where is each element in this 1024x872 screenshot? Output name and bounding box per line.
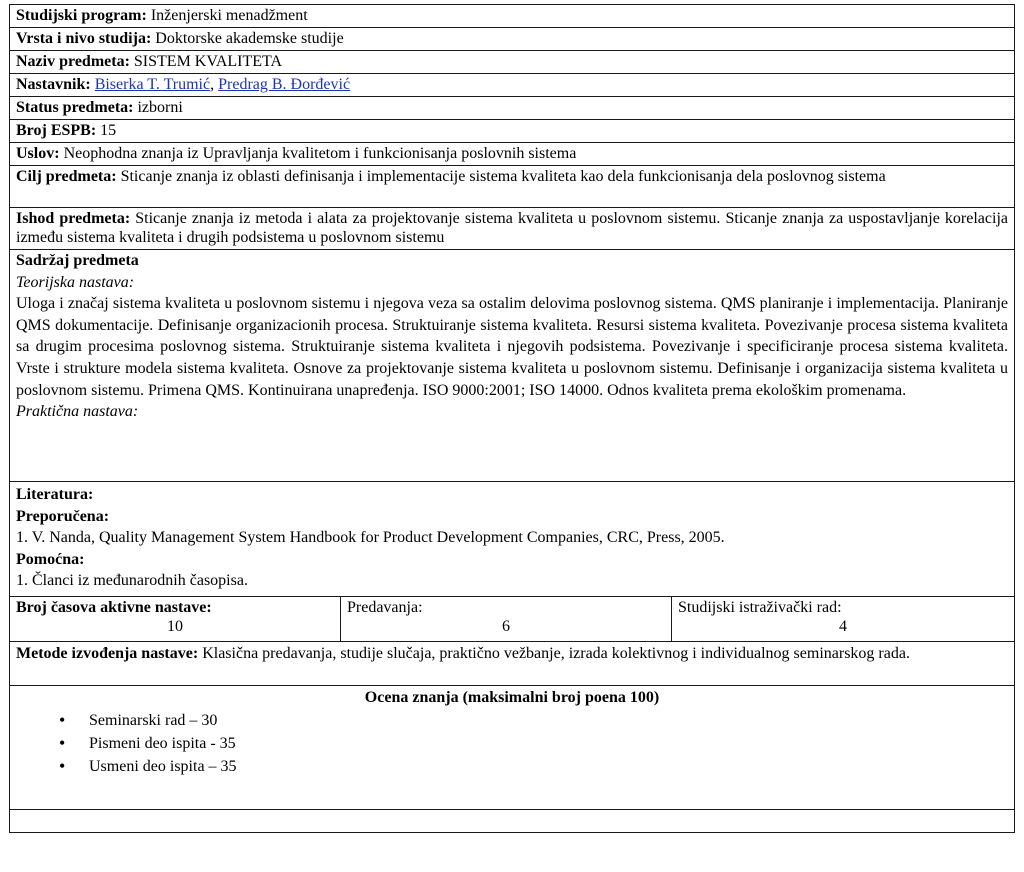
lectures-cell	[341, 597, 672, 641]
grading-item: • Usmeni deo ispita – 35	[89, 755, 1008, 778]
outcome-value: Sticanje znanja iz metoda i alata za projektovanje sistema kvaliteta u poslovnom sistemu. Sticanje znanja za uspostavljanje korelacija između sistema kvaliteta i drugih podsistema u poslovnom sistemu	[16, 210, 1008, 246]
auxiliary-item: 1. Članci iz međunarodnih časopisa.	[16, 572, 248, 589]
goal-row	[9, 165, 1015, 207]
prerequisite-row	[9, 142, 1015, 165]
outcome-row	[9, 207, 1015, 249]
grading-item: • Pismeni deo ispita - 35	[89, 732, 1008, 755]
study-program-value: Inženjerski menadžment	[150, 7, 308, 24]
teachers-label: Nastavnik:	[16, 76, 91, 93]
recommended-item: 1. V. Nanda, Quality Management System Handbook for Product Development Companies, CRC, Press, 2005.	[16, 529, 725, 546]
research-cell	[672, 597, 1014, 641]
empty-footer-row	[9, 809, 1015, 833]
active-hours-label: Broj časova aktivne nastave:	[16, 599, 212, 616]
course-content-row	[9, 249, 1015, 481]
literature-row	[9, 481, 1015, 596]
course-status-value: izborni	[137, 99, 183, 116]
auxiliary-label: Pomoćna:	[16, 550, 85, 568]
active-hours-cell	[10, 597, 341, 641]
grading-row	[9, 685, 1015, 809]
course-name-label: Naziv predmeta:	[16, 53, 130, 70]
theory-text: Uloga i značaj sistema kvaliteta u poslovnom sistemu i njegova veza sa ostalim delovima poslovnog sistema. QMS planiranje i implementacija. Planiranje QMS dokumentacije. Definisanje organizacionih procesa. Struktuiranje sistema kvaliteta. Resursi sistema kvaliteta. Povezivanje procesa sistema kvaliteta sa drugim procesima poslovnog sistema. Struktuiranje sistema kvaliteta i njegovih podsistema. Povezivanje i specificiranje procesa sistema kvaliteta. Vrste i strukture modela sistema kvaliteta. Osnove za projektovanje sistema kvaliteta u poslovnom sistemu. Definisanje i organizacija sistema kvaliteta u poslovnom sistemu. Primena QMS. Kontinuirana unapređenja. ISO 9000:2001; ISO 14000. Odnos kvaliteta prema ekološkim promenama.	[16, 295, 1008, 399]
teacher-link-djordjevic[interactable]: Predrag B. Đorđević	[218, 76, 351, 93]
methods-label: Metode izvođenja nastave:	[16, 645, 199, 662]
teachers-row	[9, 73, 1015, 96]
prerequisite-value: Neophodna znanja iz Upravljanja kvalitetom i funkcionisanja poslovnih sistema	[63, 145, 577, 162]
study-type-value: Doktorske akademske studije	[155, 30, 344, 47]
ects-label: Broj ESPB:	[16, 122, 97, 139]
outcome-label: Ishod predmeta:	[16, 210, 131, 227]
study-program-label: Studijski program:	[16, 7, 147, 24]
goal-label: Cilj predmeta:	[16, 168, 117, 185]
teacher-separator: ,	[210, 76, 219, 93]
study-program-row	[9, 4, 1015, 27]
prerequisite-label: Uslov:	[16, 145, 60, 162]
hours-row	[9, 596, 1015, 641]
course-status-row	[9, 96, 1015, 119]
grading-title: Ocena znanja (maksimalni broj poena 100)	[364, 689, 660, 706]
goal-value: Sticanje znanja iz oblasti definisanja i implementacije sistema kvaliteta kao dela funkcionisanja dela poslovnog sistema	[120, 168, 886, 185]
course-name-value: SISTEM KVALITETA	[133, 53, 283, 70]
study-type-label: Vrsta i nivo studija:	[16, 30, 152, 47]
ects-row	[9, 119, 1015, 142]
course-status-label: Status predmeta:	[16, 99, 134, 116]
ects-value: 15	[100, 122, 117, 139]
recommended-label: Preporučena:	[16, 507, 110, 525]
grading-list	[16, 709, 1008, 778]
course-syllabus-table	[9, 4, 1015, 833]
content-heading: Sadržaj predmeta	[16, 252, 139, 269]
methods-row	[9, 641, 1015, 685]
literature-heading: Literatura:	[16, 486, 94, 503]
study-type-row	[9, 27, 1015, 50]
lectures-value: 6	[502, 618, 510, 635]
research-label: Studijski istraživački rad:	[678, 599, 842, 616]
course-name-row	[9, 50, 1015, 73]
teacher-link-trumic[interactable]: Biserka T. Trumić	[94, 76, 211, 93]
active-hours-value: 10	[167, 618, 183, 635]
theory-label: Teorijska nastava:	[16, 273, 135, 291]
lectures-label: Predavanja:	[347, 599, 423, 616]
methods-value: Klasična predavanja, studije slučaja, praktično vežbanje, izrada kolektivnog i individualnog seminarskog rada.	[202, 645, 910, 662]
grading-item: • Seminarski rad – 30	[89, 709, 1008, 732]
practice-label: Praktična nastava:	[16, 403, 139, 421]
research-value: 4	[839, 618, 847, 635]
